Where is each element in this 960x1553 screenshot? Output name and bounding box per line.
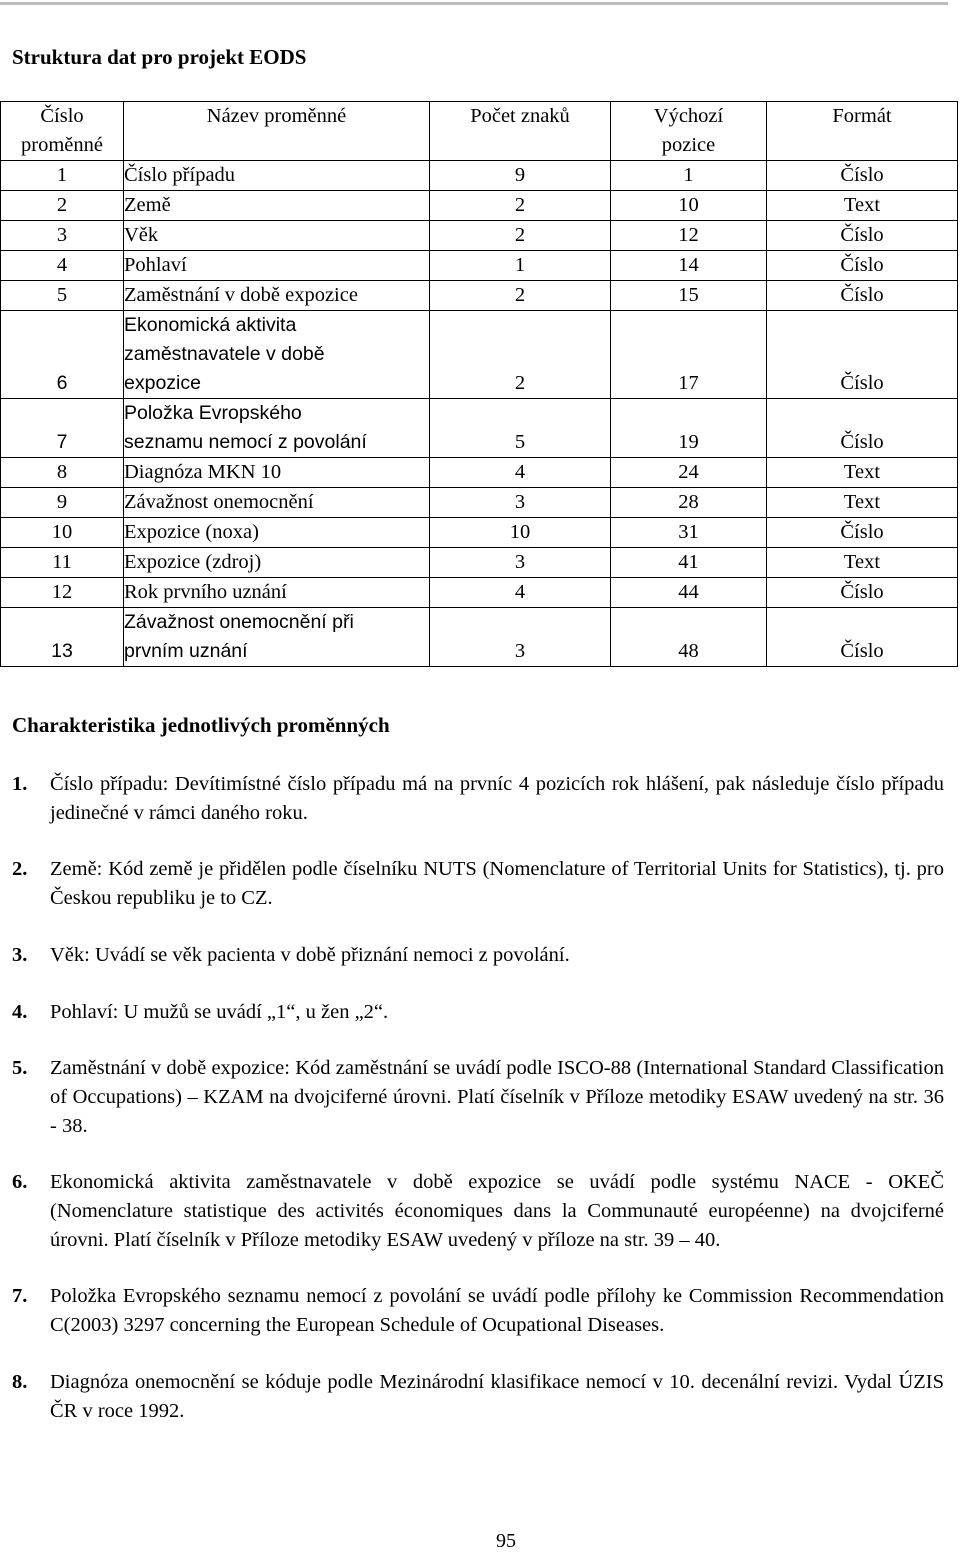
cell-start: 14 [611, 251, 767, 281]
cell-count: 2 [430, 311, 611, 399]
table-row [1, 488, 958, 518]
cell-name [124, 161, 430, 191]
cell-name [124, 191, 430, 221]
cell-format: Číslo [767, 281, 958, 311]
header-format: Formát [767, 102, 958, 161]
cell-name-line: Položka Evropského [124, 402, 302, 424]
cell-start: 24 [611, 458, 767, 488]
cell-number: 2 [1, 191, 124, 221]
cell-number: 7 [1, 399, 124, 458]
cell-count: 5 [430, 399, 611, 458]
cell-start: 44 [611, 578, 767, 608]
list-item-text: Ekonomická aktivita zaměstnavatele v době expozice se uvádí podle systému NACE - OKEČ (Nomenclature statistique des activités économiques dans la Communauté européenne) na dvojciferné úrovni. Platí číselník v Příloze metodiky ESAW uvedený v příloze na str. 39 – 40. [50, 1171, 944, 1251]
list-item-text: Pohlaví: U mužů se uvádí „1“, u žen „2“. [50, 1000, 389, 1023]
cell-number: 1 [1, 161, 124, 191]
cell-name [124, 281, 430, 311]
cell-name-line: Závažnost onemocnění při [124, 611, 354, 633]
cell-start: 17 [611, 311, 767, 399]
cell-name-line: Číslo případu [124, 164, 236, 186]
list-item-number: 3. [12, 943, 28, 966]
cell-count: 4 [430, 578, 611, 608]
cell-count: 3 [430, 488, 611, 518]
header-number [1, 102, 124, 161]
page-title: Struktura dat pro projekt EODS [12, 45, 307, 69]
cell-count: 2 [430, 221, 611, 251]
page-number: 95 [496, 1530, 516, 1552]
list-item-text: Země: Kód země je přidělen podle číselníku NUTS (Nomenclature of Territorial Units for Statistics), tj. pro Českou republiku je to CZ. [50, 858, 944, 910]
cell-number: 8 [1, 458, 124, 488]
list-item-number: 1. [12, 773, 28, 795]
list-item-number: 6. [12, 1171, 28, 1194]
cell-name [124, 518, 430, 548]
table-row [1, 311, 958, 399]
cell-name [124, 399, 430, 458]
cell-number: 10 [1, 518, 124, 548]
header-name: Název proměnné [124, 102, 430, 161]
cell-count: 3 [430, 608, 611, 667]
cell-number: 12 [1, 578, 124, 608]
cell-number: 11 [1, 548, 124, 578]
header-start-line-1: Výchozí [653, 105, 724, 127]
cell-count: 1 [430, 251, 611, 281]
top-rule [0, 2, 948, 5]
cell-format: Text [767, 548, 958, 578]
list-item-text: Diagnóza onemocnění se kóduje podle Mezinárodní klasifikace nemocí v 10. decenální revizi. Vydal ÚZIS ČR v roce 1992. [50, 1370, 944, 1422]
cell-format: Text [767, 191, 958, 221]
table-body [1, 161, 958, 667]
list-item-number: 7. [12, 1285, 28, 1308]
header-number-line-1: Číslo [40, 105, 84, 127]
cell-name [124, 608, 430, 667]
cell-name-line: Ekonomická aktivita [124, 314, 297, 336]
cell-name [124, 488, 430, 518]
cell-name-line: Pohlaví [124, 254, 187, 276]
table-row [1, 548, 958, 578]
list-item-number: 4. [12, 1000, 28, 1023]
table-row [1, 608, 958, 667]
table-row [1, 458, 958, 488]
cell-number: 4 [1, 251, 124, 281]
cell-name [124, 311, 430, 399]
cell-name-line: prvním uznání [124, 640, 248, 662]
cell-name [124, 578, 430, 608]
list-item [12, 1368, 944, 1425]
list-item [12, 1168, 944, 1254]
cell-name [124, 221, 430, 251]
cell-name-line: Diagnóza MKN 10 [124, 461, 282, 483]
list-item-number: 5. [12, 1057, 28, 1080]
table-row [1, 251, 958, 281]
list-item [12, 855, 944, 912]
table-header-row [1, 102, 958, 161]
cell-start: 31 [611, 518, 767, 548]
list-item-number: 2. [12, 858, 28, 881]
header-start-line-2: pozice [661, 134, 716, 156]
cell-start: 28 [611, 488, 767, 518]
table-row [1, 399, 958, 458]
cell-name-line: Zaměstnání v době expozice [124, 284, 358, 306]
cell-name-line: expozice [124, 372, 201, 394]
header-number-line-2: proměnné [21, 134, 103, 156]
list-item [12, 770, 944, 827]
cell-count: 2 [430, 281, 611, 311]
cell-count: 10 [430, 518, 611, 548]
cell-format: Číslo [767, 251, 958, 281]
list-item-text: Zaměstnání v době expozice: Kód zaměstnání se uvádí podle ISCO-88 (International Standard Classification of Occupations) – KZAM na dvojciferné úrovni. Platí číselník v Příloze metodiky ESAW uvedený na str. 36 - 38. [50, 1057, 944, 1137]
list-item [12, 998, 944, 1027]
cell-count: 9 [430, 161, 611, 191]
cell-format: Text [767, 488, 958, 518]
table-row [1, 578, 958, 608]
cell-count: 3 [430, 548, 611, 578]
list-item-text: Číslo případu: Devítimístné číslo případu má na prvníc 4 pozicích rok hlášení, pak následuje číslo případu jedinečné v rámci daného roku. [50, 773, 944, 824]
cell-number: 3 [1, 221, 124, 251]
cell-name-line: Expozice (noxa) [124, 521, 259, 543]
list-item [12, 941, 944, 970]
variables-table [0, 101, 958, 667]
cell-start: 15 [611, 281, 767, 311]
cell-number: 13 [1, 608, 124, 667]
table-row [1, 191, 958, 221]
list-item-text: Věk: Uvádí se věk pacienta v době přiznání nemoci z povolání. [50, 943, 570, 966]
list-item [12, 1282, 944, 1339]
table-row [1, 281, 958, 311]
cell-format: Text [767, 458, 958, 488]
cell-name [124, 458, 430, 488]
list-item-number: 8. [12, 1370, 28, 1393]
header-count: Počet znaků [430, 102, 611, 161]
list-item [12, 1054, 944, 1140]
cell-name-line: seznamu nemocí z povolání [124, 431, 367, 453]
cell-format: Číslo [767, 518, 958, 548]
cell-format: Číslo [767, 161, 958, 191]
cell-name [124, 251, 430, 281]
cell-name-line: Věk [124, 224, 159, 246]
cell-format: Číslo [767, 608, 958, 667]
list-item-text: Položka Evropského seznamu nemocí z povolání se uvádí podle přílohy ke Commission Recommendation C(2003) 3297 concerning the European Schedule of Ocupational Diseases. [50, 1285, 944, 1337]
cell-start: 10 [611, 191, 767, 221]
cell-name-line: Země [124, 194, 171, 216]
cell-start: 1 [611, 161, 767, 191]
cell-count: 2 [430, 191, 611, 221]
cell-name-line: zaměstnavatele v době [124, 343, 325, 365]
cell-name-line: Rok prvního uznání [124, 581, 287, 603]
table-row [1, 161, 958, 191]
cell-start: 48 [611, 608, 767, 667]
variable-descriptions [12, 770, 944, 1453]
table-row [1, 518, 958, 548]
cell-start: 12 [611, 221, 767, 251]
cell-start: 41 [611, 548, 767, 578]
cell-format: Číslo [767, 399, 958, 458]
table-row [1, 221, 958, 251]
cell-name-line: Expozice (zdroj) [124, 551, 262, 573]
header-start [611, 102, 767, 161]
cell-format: Číslo [767, 221, 958, 251]
cell-start: 19 [611, 399, 767, 458]
cell-name-line: Závažnost onemocnění [124, 491, 314, 513]
cell-format: Číslo [767, 578, 958, 608]
cell-number: 9 [1, 488, 124, 518]
cell-name [124, 548, 430, 578]
cell-format: Číslo [767, 311, 958, 399]
cell-count: 4 [430, 458, 611, 488]
cell-number: 5 [1, 281, 124, 311]
cell-number: 6 [1, 311, 124, 399]
section-title: Charakteristika jednotlivých proměnných [12, 713, 390, 737]
